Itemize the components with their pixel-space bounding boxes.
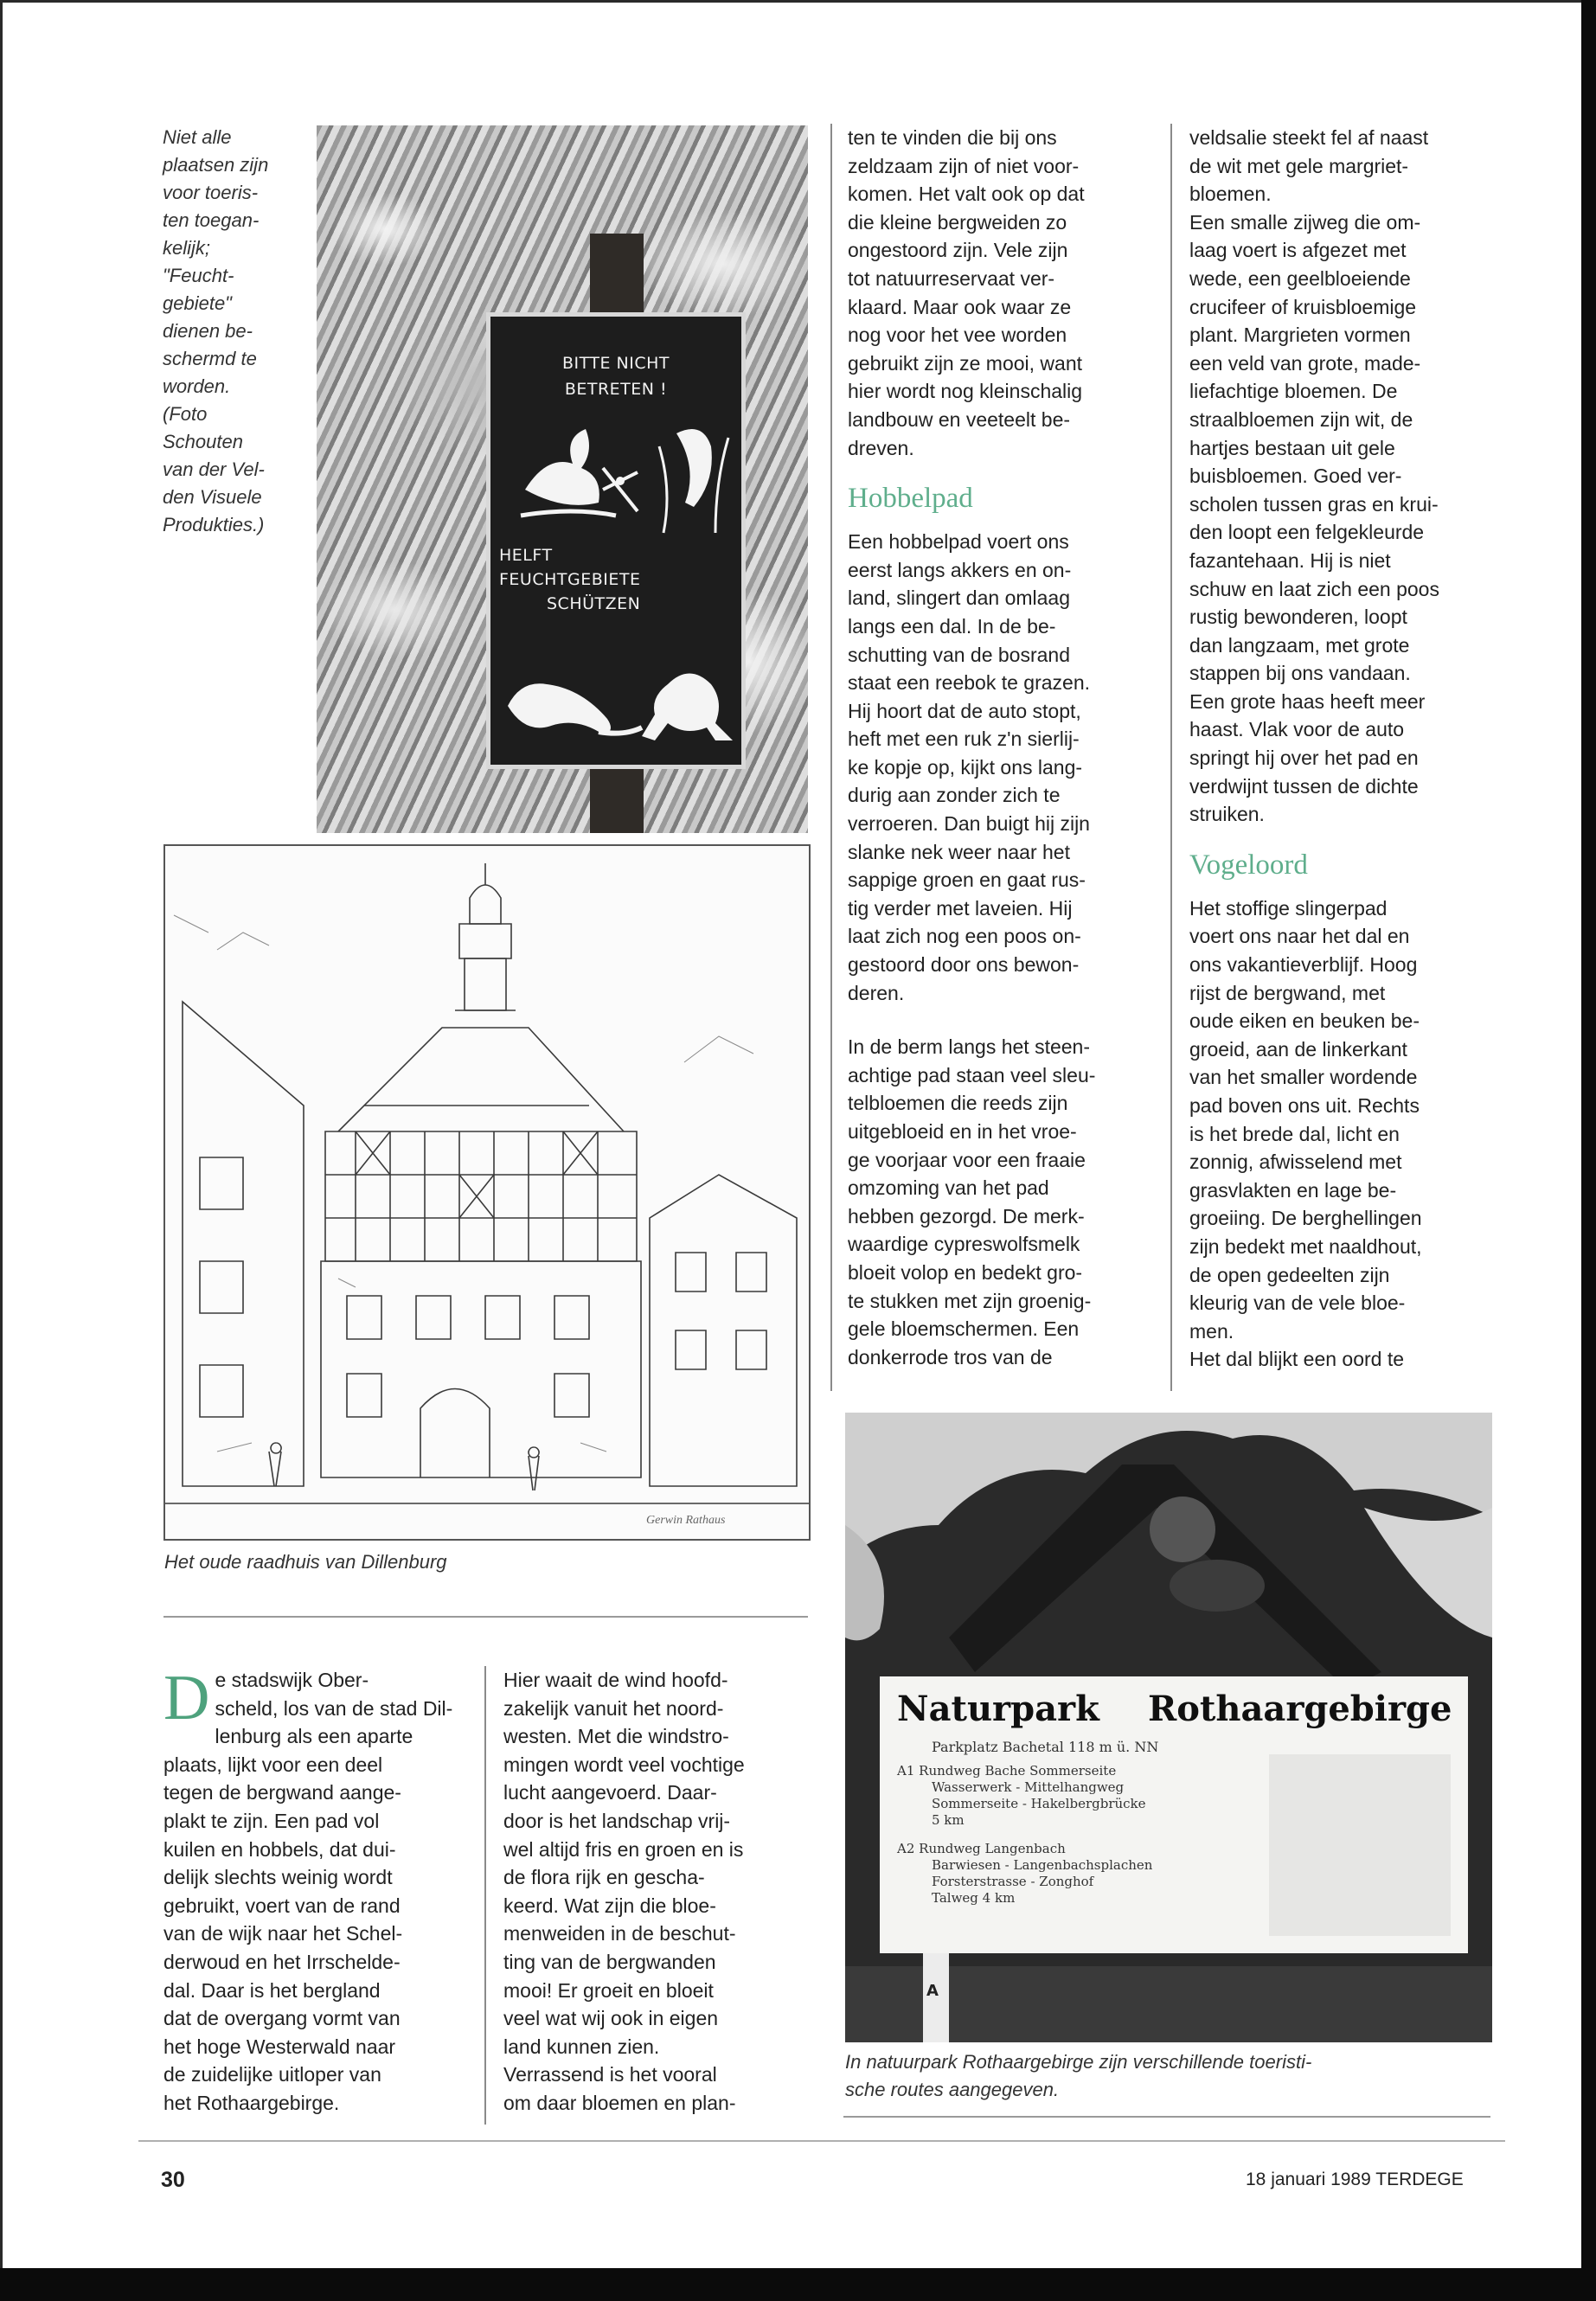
intro-col1-lines <box>163 1663 466 2118</box>
board-route-line: Barwiesen - Langenbachsplachen <box>932 1857 1153 1873</box>
text-line: In de berm langs het steen- <box>848 1035 1090 1059</box>
text-line: zakelijk vanuit het noord- <box>503 1696 724 1720</box>
text-line: westen. Met die windstro- <box>503 1725 729 1748</box>
text-line: ongestoord zijn. Vele zijn <box>848 239 1068 262</box>
text-line: sche routes aangegeven. <box>845 2079 1060 2100</box>
board-route-line: A1 Rundweg Bache Sommerseite <box>897 1763 1117 1779</box>
text-line: crucifeer of kruisbloemige <box>1189 295 1417 318</box>
text-line: Schouten <box>163 431 243 452</box>
text-line: schuw en laat zich een poos <box>1189 577 1439 600</box>
drop-cap: D <box>163 1663 210 1734</box>
middle-para-3 <box>848 1033 1155 1371</box>
text-line: tig verder met laveien. Hij <box>848 896 1073 920</box>
text-line: zeldzaam zijn of niet voor- <box>848 154 1080 177</box>
text-line: Een hobbelpad voert ons <box>848 530 1069 554</box>
sign-line-2: BETRETEN ! <box>564 380 668 399</box>
drawing-town-hall <box>163 844 811 1541</box>
text-line: van der Vel- <box>163 458 265 480</box>
sign-line-3: HELFT <box>499 546 553 565</box>
text-line: buisbloemen. Goed ver- <box>1189 465 1402 488</box>
text-line: delijk slechts weinig wordt <box>163 1866 393 1889</box>
text-line: dienen be- <box>163 320 253 342</box>
text-line: liefachtige bloemen. De <box>1189 380 1398 403</box>
text-line: laag voert is afgezet met <box>1189 239 1407 262</box>
text-line: omzoming van het pad <box>848 1176 1049 1200</box>
text-line: voor toeris- <box>163 182 259 203</box>
text-line: springt hij over het pad en <box>1189 747 1419 770</box>
text-line: van de wijk naar het Schel- <box>163 1922 403 1945</box>
board-title-naturpark: Naturpark <box>897 1689 1099 1729</box>
text-line: het hoge Westerwald naar <box>163 2035 396 2058</box>
sign-line-4: FEUCHTGEBIETE <box>499 570 641 589</box>
text-line: achtige pad staan veel sleu- <box>848 1063 1096 1086</box>
text-line: ons vakantieverblijf. Hoog <box>1189 953 1418 977</box>
text-line: eerst langs akkers en on- <box>848 558 1072 581</box>
text-line: verroeren. Dan buigt hij zijn <box>848 812 1090 836</box>
text-line: de flora rijk en gescha- <box>503 1866 705 1889</box>
scan-border-right <box>1581 0 1596 2301</box>
text-line: land kunnen zien. <box>503 2035 660 2058</box>
text-line: een veld van grote, made- <box>1189 351 1421 375</box>
park-board <box>880 1676 1468 1953</box>
intro-column-2 <box>503 1666 815 2118</box>
text-line: gebruikt, voert van de rand <box>163 1894 401 1917</box>
text-line: ge voorjaar voor een fraaie <box>848 1148 1086 1171</box>
text-line: struiken. <box>1189 803 1265 826</box>
text-line: pad boven ons uit. Rechts <box>1189 1094 1420 1117</box>
text-line: worden. <box>163 375 231 397</box>
footer-rule <box>138 2140 1505 2142</box>
column-divider-right <box>1170 124 1172 1391</box>
board-route-a2 <box>897 1841 1152 1907</box>
text-line: gele bloemschermen. Een <box>848 1317 1080 1341</box>
heading-vogeloord: Vogeloord <box>1189 849 1308 881</box>
text-line: zonnig, afwisselend met <box>1189 1150 1402 1174</box>
text-line: rijst de bergwand, met <box>1189 981 1386 1004</box>
park-caption <box>845 2048 1311 2104</box>
text-line: verdwijnt tussen de dichte <box>1189 774 1419 798</box>
board-route-line: Sommerseite - Hakelbergbrücke <box>932 1796 1146 1811</box>
text-line: land, slingert dan omlaag <box>848 586 1070 610</box>
text-line: te stukken met zijn groenig- <box>848 1289 1092 1312</box>
text-line: bloemen. <box>1189 183 1272 206</box>
divider-intro <box>163 1616 808 1618</box>
artist-signature: Gerwin Rathaus <box>646 1514 726 1527</box>
text-line: door is het landschap vrij- <box>503 1809 731 1832</box>
text-line: den loopt een felgekleurde <box>1189 521 1425 544</box>
text-line: donkerrode tros van de <box>848 1345 1053 1368</box>
text-line: de open gedeelten zijn <box>1189 1263 1390 1286</box>
text-line: Produkties.) <box>163 514 265 535</box>
drawing-caption <box>164 1548 447 1576</box>
text-line: de zuidelijke uitloper van <box>163 2063 381 2086</box>
text-line: plaatsen zijn <box>163 154 269 176</box>
text-line: "Feucht- <box>163 265 234 286</box>
text-line: Het dal blijkt een oord te <box>1189 1348 1405 1371</box>
paragraph-gap <box>848 1007 1155 1033</box>
text-line: Verrassend is het vooral <box>503 2063 717 2086</box>
text-line: wede, een geelbloeiende <box>1189 266 1411 290</box>
text-line: oude eiken en beuken be- <box>1189 1009 1420 1033</box>
publication-date: 18 januari 1989 TERDEGE <box>1246 2170 1464 2189</box>
drawing-caption-text: Het oude raadhuis van Dillenburg <box>164 1551 447 1573</box>
text-line: gebruikt zijn ze mooi, want <box>848 351 1083 375</box>
text-line: derwoud en het Irrschelde- <box>163 1950 401 1973</box>
text-line: bloeit volop en bedekt gro- <box>848 1260 1083 1284</box>
text-line: ten te vinden die bij ons <box>848 126 1057 149</box>
text-line: fazantehaan. Hij is niet <box>1189 548 1391 572</box>
text-line: kuilen en hobbels, dat dui- <box>163 1837 396 1861</box>
intro-column-1 <box>163 1663 466 2118</box>
text-line: tegen de bergwand aange- <box>163 1781 401 1804</box>
board-route-line: Forsterstrasse - Zonghof <box>932 1874 1094 1889</box>
text-line: landbouw en veeteelt be- <box>848 407 1071 431</box>
text-line: dan langzaam, met grote <box>1189 633 1410 657</box>
text-line: zijn bedekt met naaldhout, <box>1189 1234 1422 1258</box>
text-line: nog voor het vee worden <box>848 324 1067 347</box>
text-line: wel altijd fris en groen en is <box>503 1837 744 1861</box>
text-line: slanke nek weer naar het <box>848 840 1070 863</box>
text-line: die kleine bergweiden zo <box>848 210 1067 234</box>
text-line: de wit met gele margriet- <box>1189 154 1409 177</box>
route-marker: A <box>926 1982 939 2000</box>
text-line: dat de overgang vormt van <box>163 2007 401 2030</box>
text-line: schutting van de bosrand <box>848 643 1071 666</box>
wildlife-birds-icon <box>499 407 741 537</box>
right-column <box>1189 124 1501 1374</box>
text-line: haast. Vlak voor de auto <box>1189 718 1405 741</box>
text-line: hebben gezorgd. De merk- <box>848 1204 1085 1227</box>
text-line: men. <box>1189 1319 1234 1343</box>
page-edge-top <box>0 0 1596 3</box>
photo-wetland-sign <box>317 125 808 833</box>
text-line: Hij hoort dat de auto stopt, <box>848 699 1081 722</box>
board-title-rothaargebirge: Rothaargebirge <box>1148 1689 1452 1729</box>
right-para-2 <box>1189 894 1501 1374</box>
text-line: langs een dal. In de be- <box>848 614 1056 638</box>
text-line: mingen wordt veel vochtige <box>503 1753 745 1776</box>
text-line: dal. Daar is het bergland <box>163 1978 381 2002</box>
text-line: Hier waait de wind hoofd- <box>503 1669 728 1691</box>
text-line: voert ons naar het dal en <box>1189 925 1410 948</box>
text-line: kleurig van de vele bloe- <box>1189 1292 1406 1315</box>
text-line: gebiete" <box>163 292 232 314</box>
text-line: Een grote haas heeft meer <box>1189 689 1426 713</box>
text-line: In natuurpark Rothaargebirge zijn verschillende toeristi- <box>845 2051 1312 2073</box>
text-line: e stadswijk Ober- <box>215 1669 369 1691</box>
text-line: ting van de bergwanden <box>503 1950 716 1973</box>
column-divider-left <box>830 124 832 1391</box>
text-line: uitgebloeid en in het vroe- <box>848 1120 1077 1143</box>
text-line: telbloemen die reeds zijn <box>848 1092 1068 1115</box>
text-line: stappen bij ons vandaan. <box>1189 662 1411 685</box>
photo-park-board <box>845 1413 1492 2042</box>
board-route-a1 <box>897 1763 1146 1829</box>
text-line: hartjes bestaan uit gele <box>1189 436 1395 459</box>
page-number: 30 <box>161 2168 185 2192</box>
divider-park-caption <box>843 2116 1490 2118</box>
scan-border-bottom <box>0 2268 1596 2301</box>
page-edge-left <box>0 0 3 2301</box>
text-line: (Foto <box>163 403 208 425</box>
text-line: mooi! Er groeit en bloeit <box>503 1978 714 2002</box>
sign-line-5: SCHÜTZEN <box>547 594 641 613</box>
text-line: plakt te zijn. Een pad vol <box>163 1809 380 1832</box>
warning-sign <box>486 312 746 769</box>
text-line: klaard. Maar ook waar ze <box>848 295 1072 318</box>
column-divider-intro <box>484 1666 486 2125</box>
board-route-line: Wasserwerk - Mittelhangweg <box>932 1779 1125 1795</box>
text-line: sappige groen en gaat rus- <box>848 868 1086 892</box>
text-line: lenburg als een aparte <box>215 1725 413 1748</box>
text-line: ten toegan- <box>163 209 260 231</box>
right-para-1 <box>1189 124 1501 829</box>
text-line: Een smalle zijweg die om- <box>1189 210 1421 234</box>
text-line: plant. Margrieten vormen <box>1189 324 1411 347</box>
board-map-panel <box>1269 1754 1451 1936</box>
text-line: veldsalie steekt fel af naast <box>1189 126 1429 149</box>
text-line: laat zich nog een poos on- <box>848 925 1081 948</box>
text-line: het Rothaargebirge. <box>163 2091 340 2114</box>
text-line: grasvlakten en lage be- <box>1189 1178 1397 1202</box>
text-line: hier wordt nog kleinschalig <box>848 380 1083 403</box>
text-line: plaats, lijkt voor een deel <box>163 1753 383 1776</box>
wildlife-otter-frog-icon <box>499 628 741 758</box>
middle-para-2 <box>848 528 1155 1007</box>
text-line: lucht aangevoerd. Daar- <box>503 1781 717 1804</box>
middle-para-1 <box>848 124 1155 462</box>
text-line: menweiden in de beschut- <box>503 1922 736 1945</box>
text-line: heft met een ruk z'n sierlij- <box>848 727 1080 751</box>
sign-post-top <box>590 234 644 316</box>
text-line: om daar bloemen en plan- <box>503 2091 736 2114</box>
text-line: deren. <box>848 981 905 1004</box>
text-line: keerd. Wat zijn die bloe- <box>503 1894 716 1917</box>
text-line: scheld, los van de stad Dil- <box>215 1696 453 1720</box>
text-line: rustig bewonderen, loopt <box>1189 606 1407 629</box>
text-line: van het smaller wordende <box>1189 1066 1418 1089</box>
board-route-line: 5 km <box>932 1812 965 1828</box>
board-route-line: A2 Rundweg Langenbach <box>897 1841 1066 1856</box>
text-line: kelijk; <box>163 237 211 259</box>
text-line: staat een reebok te grazen. <box>848 671 1091 695</box>
text-line: tot natuurreservaat ver- <box>848 266 1055 290</box>
text-line: komen. Het valt ook op dat <box>848 183 1085 206</box>
text-line: groeid, aan de linkerkant <box>1189 1037 1407 1061</box>
text-line: gestoord door ons bewon- <box>848 953 1080 977</box>
text-line: straalbloemen zijn wit, de <box>1189 407 1413 431</box>
middle-column <box>848 124 1155 1371</box>
sign-line-1: BITTE NICHT <box>561 354 670 373</box>
sign-post-bottom <box>590 766 644 833</box>
text-line: ke kopje op, kijkt ons lang- <box>848 755 1083 779</box>
heading-hobbelpad: Hobbelpad <box>848 483 973 515</box>
text-line: schermd te <box>163 348 257 369</box>
text-line: groeiing. De berghellingen <box>1189 1207 1422 1230</box>
text-line: veel wat wij ook in eigen <box>503 2007 719 2030</box>
text-line: is het brede dal, licht en <box>1189 1122 1400 1145</box>
photo1-caption <box>163 124 268 539</box>
board-route-line: Talweg 4 km <box>932 1890 1016 1906</box>
board-subtitle: Parkplatz Bachetal 118 m ü. NN <box>932 1739 1159 1755</box>
text-line: den Visuele <box>163 486 262 508</box>
text-line: Het stoffige slingerpad <box>1189 896 1388 920</box>
text-line: dreven. <box>848 436 914 459</box>
text-line: Niet alle <box>163 126 232 148</box>
text-line: waardige cypreswolfsmelk <box>848 1233 1080 1256</box>
text-line: durig aan zonder zich te <box>848 784 1061 807</box>
town-hall-sketch <box>165 846 809 1539</box>
text-line: scholen tussen gras en krui- <box>1189 492 1439 516</box>
